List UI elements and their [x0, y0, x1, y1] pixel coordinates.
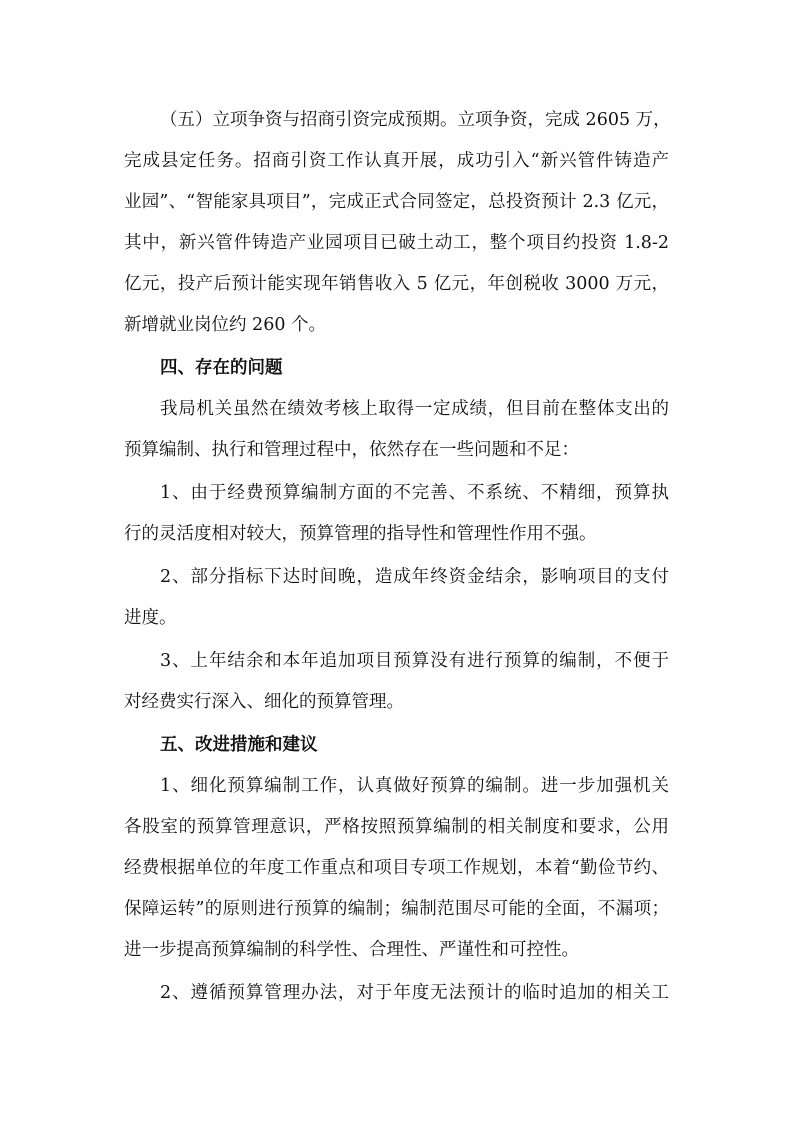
text-line: 1、细化预算编制工作，认真做好预算的编制。进一步加强机关: [160, 776, 669, 796]
text-line: 各股室的预算管理意识，严格按照预算编制的相关制度和要求，公用: [124, 817, 669, 837]
text-line: 保障运转”的原则进行预算的编制；编制范围尽可能的全面，不漏项；: [124, 899, 669, 919]
text-line: 业园”、“智能家具项目”，完成正式合同签定，总投资预计 2.3 亿元，: [124, 192, 669, 212]
text-line: 对经费实行深入、细化的预算管理。: [124, 692, 404, 712]
text-line: 行的灵活度相对较大，预算管理的指导性和管理性作用不强。: [124, 524, 597, 544]
section-heading-measures: 五、改进措施和建议: [160, 735, 318, 755]
text-line: 进度。: [124, 608, 177, 628]
text-line: 我局机关虽然在绩效考核上取得一定成绩，但目前在整体支出的: [160, 399, 669, 419]
section-heading-problems: 四、存在的问题: [160, 358, 283, 378]
text-line: 亿元，投产后预计能实现年销售收入 5 亿元，年创税收 3000 万元，: [124, 274, 669, 294]
text-line: 经费根据单位的年度工作重点和项目专项工作规划，本着“勤俭节约、: [124, 858, 669, 878]
text-line: 完成县定任务。招商引资工作认真开展，成功引入“新兴管件铸造产: [124, 151, 669, 171]
text-line: 3、上年结余和本年追加项目预算没有进行预算的编制，不便于: [160, 651, 669, 671]
text-line: 新增就业岗位约 260 个。: [124, 315, 327, 335]
text-line: 2、部分指标下达时间晚，造成年终资金结余，影响项目的支付: [160, 567, 669, 587]
text-line: 2、遵循预算管理办法，对于年度无法预计的临时追加的相关工: [160, 983, 669, 1003]
text-line: 1、由于经费预算编制方面的不完善、不系统、不精细，预算执: [160, 483, 669, 503]
text-line: 进一步提高预算编制的科学性、合理性、严谨性和可控性。: [124, 940, 579, 960]
text-line: 预算编制、执行和管理过程中，依然存在一些问题和不足：: [124, 440, 579, 460]
text-line: 其中，新兴管件铸造产业园项目已破土动工，整个项目约投资 1.8-2: [124, 233, 669, 253]
text-line: （五）立项争资与招商引资完成预期。立项争资，完成 2605 万，: [160, 110, 671, 130]
